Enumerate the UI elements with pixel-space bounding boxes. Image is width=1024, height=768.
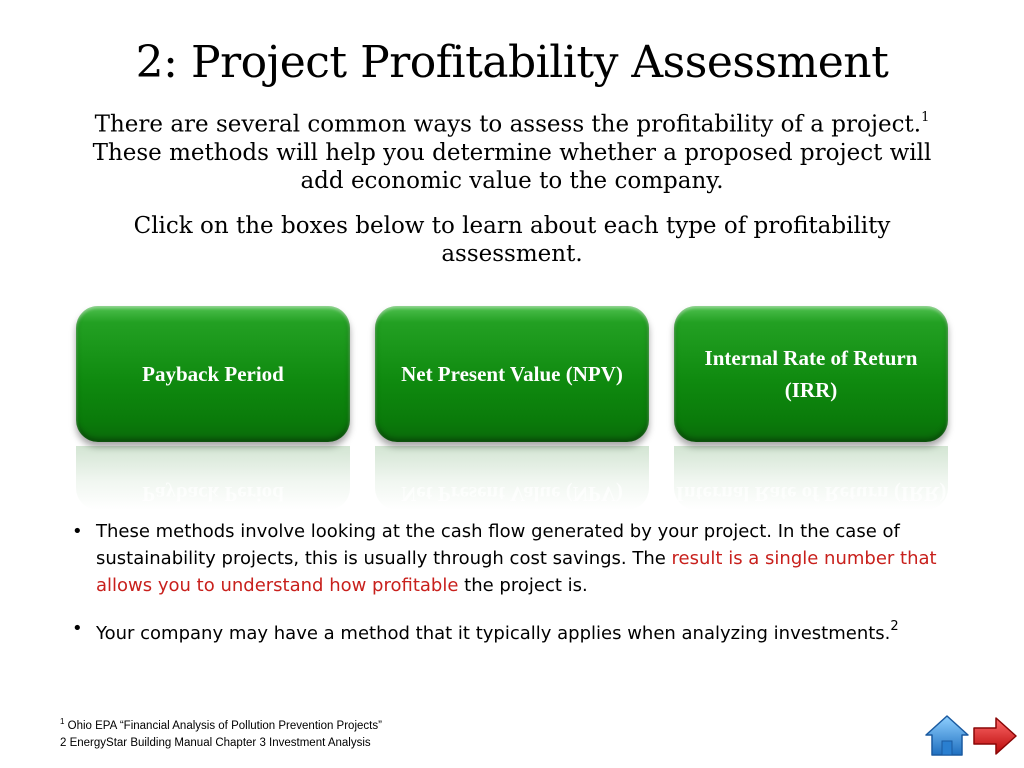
npv-box bbox=[375, 306, 649, 510]
irr-box bbox=[674, 306, 948, 510]
npv-button[interactable]: Net Present Value (NPV) bbox=[375, 306, 649, 442]
payback-period-box bbox=[76, 306, 350, 510]
bullet-list bbox=[70, 518, 950, 663]
home-button[interactable] bbox=[924, 714, 970, 762]
button-reflection bbox=[375, 446, 649, 510]
home-icon bbox=[924, 714, 970, 758]
bullet-item bbox=[70, 615, 950, 647]
bullet-dot: • bbox=[72, 521, 83, 542]
bullet-2-text: Your company may have a method that it typically applies when analyzing investments. bbox=[96, 623, 891, 644]
irr-button[interactable]: Internal Rate of Return (IRR) bbox=[674, 306, 948, 442]
payback-period-button[interactable]: Payback Period bbox=[76, 306, 350, 442]
intro-footnote-ref: 1 bbox=[921, 110, 930, 125]
reflection-label: Payback Period bbox=[142, 482, 284, 506]
reflection-label: Net Present Value (NPV) bbox=[401, 482, 623, 506]
bullet-1-text-b: the project is. bbox=[458, 575, 588, 596]
footnote-1 bbox=[60, 713, 382, 735]
button-reflection bbox=[674, 446, 948, 510]
reflection-label: Internal Rate of Return (IRR) bbox=[675, 482, 947, 506]
footnote-1-number: 1 bbox=[60, 717, 65, 726]
button-reflection bbox=[76, 446, 350, 510]
footnote-2: 2 EnergyStar Building Manual Chapter 3 Investment Analysis bbox=[60, 736, 371, 749]
slide-title: 2: Project Profitability Assessment bbox=[135, 37, 889, 88]
intro-text-b: These methods will help you determine whether a proposed project will add economic value to the company. bbox=[92, 139, 932, 194]
next-arrow-icon bbox=[972, 714, 1018, 758]
footnotes bbox=[60, 713, 382, 752]
bullet-1-highlight: result is a single number that allows you to understand how profitable bbox=[96, 548, 937, 596]
footnote-1-text: Ohio EPA “Financial Analysis of Pollution Prevention Projects” bbox=[64, 719, 382, 732]
bullet-item bbox=[70, 518, 950, 599]
bullet-dot: • bbox=[72, 618, 83, 639]
next-button[interactable] bbox=[972, 714, 1018, 762]
instruction-text: Click on the boxes below to learn about each type of profitability assessment. bbox=[133, 213, 891, 267]
bullet-1-text-a: These methods involve looking at the cash flow generated by your project. In the case of sustainability projects, this is usually through cost savings. The bbox=[96, 521, 900, 569]
bullet-2-footnote-ref: 2 bbox=[890, 619, 899, 634]
intro-text-a: There are several common ways to assess the profitability of a project. bbox=[94, 111, 922, 138]
intro-paragraph bbox=[92, 106, 932, 195]
